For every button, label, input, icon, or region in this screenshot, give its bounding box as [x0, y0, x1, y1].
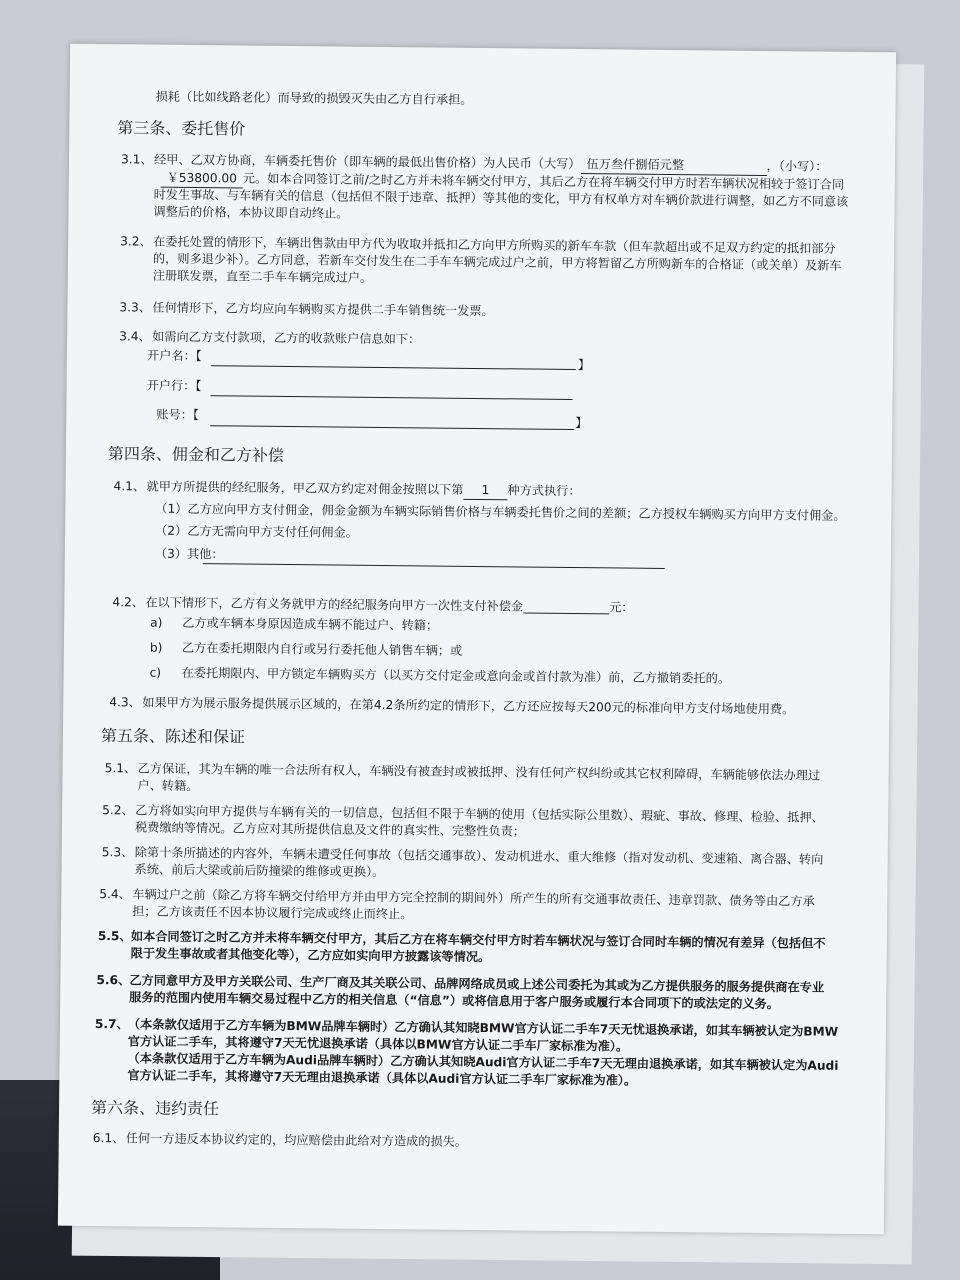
clause-text: 担；乙方该责任不因本协议履行完成或终止而终止。	[132, 904, 413, 922]
section-4-heading: 第四条、佣金和乙方补偿	[107, 444, 285, 465]
bank-label: 开户行：【	[146, 378, 202, 394]
option-3: （3）其他：	[154, 546, 224, 562]
clause-text: 税费缴纳等情况。乙方应对其所提供信息及文件的真实性、完整性负责；	[134, 820, 526, 839]
bank-field[interactable]	[211, 395, 573, 400]
clause-text: 官方认证二手车，其将遵守7天无忧退换承诺（具体以BMW官方认证二手车厂家标准为准）。	[127, 1034, 629, 1054]
account-number-label: 账号：【	[156, 407, 200, 423]
account-name-field[interactable]	[211, 365, 576, 370]
item-c-text: 在委托期限内、甲方锁定车辆购买方（以买方交付定金或意向金或首付款为准）前，乙方撤销委托的。	[181, 665, 731, 686]
clause-number: 3.4、	[119, 329, 151, 344]
clause-number: 4.1、	[113, 479, 146, 494]
item-b-marker: b)	[149, 640, 163, 655]
clause-text: （本条款仅适用于乙方车辆为BMW品牌车辆时）乙方确认其知晓BMW官方认证二手车7天无忧退换承诺，如其车辆被认定为BMW	[127, 1017, 839, 1039]
clause-number: 3.3、	[119, 300, 152, 315]
clause-text: 调整后的价格，本协议即自动终止。	[153, 204, 349, 221]
section-5-heading: 第五条、陈述和保证	[100, 726, 246, 747]
clause-text: 户、转籍。	[137, 778, 199, 794]
clause-6-1	[92, 1130, 883, 1149]
clause-text: 服务的范围内使用车辆交易过程中乙方的相关信息（“信息”）或将信息用于客户服务或履行本合同项下的或法定的义务。	[129, 990, 780, 1012]
clause-number: 5.2、	[102, 803, 134, 818]
clause-5-3	[101, 844, 892, 880]
section-3-heading: 第三条、委托售价	[117, 118, 246, 139]
clause-5-5	[97, 928, 888, 965]
clause-text: 系统、前后大梁或前后防撞梁的维修或更换）。	[134, 862, 385, 880]
clause-text: 在委托处置的情形下，车辆出售款由甲方代为收取并抵扣乙方向甲方所购买的新车车款（但车款超出或不足双方约定的抵扣部分	[153, 234, 836, 256]
clause-text: 注册联发票，直至二手车车辆完成过户。	[152, 268, 373, 285]
clause-text: 如需向乙方支付款项，乙方的收款账户信息如下：	[152, 329, 421, 347]
item-b-text: 乙方在委托期限内自行或另行委托他人销售车辆；或	[181, 640, 463, 658]
option-2: （2）乙方无需向甲方支付任何佣金。	[155, 523, 358, 540]
clause-5-7	[94, 1016, 885, 1088]
commission-method-field: 1	[463, 482, 507, 500]
price-in-words-field: 伍万叁仟捌佰元整	[580, 156, 766, 176]
clause-text: 就甲方所提供的经纪服务，甲乙双方约定对佣金按照以下第	[146, 479, 464, 497]
bracket-close: 】	[575, 416, 588, 431]
clause-text: 任何情形下，乙方均应向车辆购买方提供二手车销售统一发票。	[152, 300, 494, 319]
clause-text: 时发生事故、与车辆有关的信息（包括但不限于违章、抵押）等其他的变化，甲方有权单方对车辆价款进行调整，如乙方不同意该	[153, 187, 849, 209]
clause-5-1	[104, 760, 895, 794]
price-in-figures-field: ￥53800.00	[161, 170, 243, 189]
clause-number: 5.4、	[99, 887, 131, 902]
clause-5-4	[99, 886, 889, 922]
clause-4-2	[111, 594, 892, 702]
clause-text: 限于发生事故或者其他变化等），乙方应如实向甲方披露该等情况。	[130, 946, 491, 965]
clause-5-2	[102, 802, 892, 839]
clause-4-1	[113, 478, 894, 596]
clause-text: 种方式执行：	[507, 483, 581, 499]
account-name-label: 开户名：【	[146, 348, 202, 364]
account-number-field[interactable]	[210, 425, 574, 430]
bracket-close: 】	[577, 358, 591, 373]
clause-text: 元：	[609, 600, 634, 615]
other-method-field[interactable]	[203, 563, 665, 569]
clause-number: 3.1、	[120, 152, 153, 167]
clause-text: 如果甲方为展示服务提供展示区域的，在第4.2条所约定的情形下，乙方还应按每天200元的标准向甲方支付场地使用费。	[142, 695, 795, 717]
section-6-heading: 第六条、违约责任	[90, 1097, 220, 1119]
clause-number: 5.1、	[104, 761, 137, 776]
clause-3-3	[119, 299, 900, 319]
item-a-text: 乙方或车辆本身原因造成车辆不能过户、转籍；	[182, 615, 439, 633]
clause-5-6	[96, 972, 886, 1012]
clause-number: 4.2、	[112, 595, 145, 610]
clause-number: 5.3、	[101, 845, 134, 860]
clause-text: 除第十条所描述的内容外，车辆未遭受任何事故（包括交通事故）、发动机进水、重大维修（指对发动机、变速箱、离合器、转向	[134, 845, 824, 867]
contract-page	[58, 44, 896, 1235]
clause-number: 5.6、	[96, 973, 131, 988]
clause-text: 在以下情形下，乙方有义务就甲方的经纪服务向甲方一次性支付补偿金	[145, 595, 524, 614]
clause-text: 任何一方违反本协议约定的，均应赔偿由此给对方造成的损失。	[125, 1131, 468, 1149]
option-1: （1）乙方应向甲方支付佣金，佣金金额为车辆实际销售价格与车辆委托售价之间的差额；乙方授权车辆购买方向甲方支付佣金。	[155, 501, 846, 523]
clause-text: 官方认证二手车，其将遵守7天无理由退换承诺（具体以Audi官方认证二手车厂家标准为准）。	[127, 1068, 637, 1088]
clause-text: 乙方将如实向甲方提供与车辆有关的一切信息，包括但不限于车辆的使用（包括实际公里数）、瑕疵、事故、修理、检验、抵押、	[135, 803, 824, 825]
clause-number: 4.3、	[109, 695, 141, 710]
item-c-marker: c)	[149, 665, 162, 680]
clause-text: ，（小写）：	[766, 159, 828, 174]
clause-text: 的，则多退少补）。乙方同意，若新车交付发生在二手车车辆完成过户之前，甲方将暂留乙方所购新车的合格证（或关单）及新车	[152, 251, 842, 273]
carryover-line: 损耗（比如线路老化）而导致的损毁灭失由乙方自行承担。	[155, 89, 473, 107]
clause-text: 乙方保证，其为车辆的唯一合法所有权人，车辆没有被查封或被抵押、没有任何产权纠纷或其它权利障碍，车辆能够依法办理过	[137, 761, 821, 783]
clause-text: 经甲、乙双方协商，车辆委托售价（即车辆的最低出售价格）为人民币（大写）	[153, 152, 581, 172]
clause-number: 5.7、	[94, 1017, 129, 1032]
item-a-marker: a)	[150, 615, 163, 630]
clause-3-4	[118, 328, 899, 446]
clause-text: （本条款仅适用于乙方车辆为Audi品牌车辆时）乙方确认其知晓Audi官方认证二手车7天无理由退换承诺，如其车辆被认定为Audi	[127, 1051, 839, 1073]
clause-text: 如本合同签订之时乙方并未将车辆交付甲方，其后乙方在将车辆交付甲方时若车辆状况与签订合同时车辆的情况有差异（包括但不	[130, 929, 826, 951]
clause-3-2	[120, 233, 900, 285]
clause-number: 5.5、	[97, 929, 132, 944]
clause-number: 3.2、	[120, 234, 152, 249]
clause-text: 元。如本合同签订之前/之时乙方并未将车辆交付甲方，其后乙方在将车辆交付甲方时若车辆状况相较于签订合同	[242, 171, 845, 192]
clause-3-1	[120, 151, 901, 221]
clause-text: 车辆过户之前（除乙方将车辆交付给甲方并由甲方完全控制的期间外）所产生的所有交通事故责任、违章罚款、债务等由乙方承	[132, 887, 815, 909]
clause-number: 6.1、	[92, 1131, 125, 1146]
compensation-amount-field[interactable]	[523, 598, 609, 614]
clause-text: 乙方同意甲方及甲方关联公司、生产厂商及其关联公司、品牌网络成员或上述公司委托为其或为乙方提供服务的服务提供商在专业	[129, 973, 825, 995]
